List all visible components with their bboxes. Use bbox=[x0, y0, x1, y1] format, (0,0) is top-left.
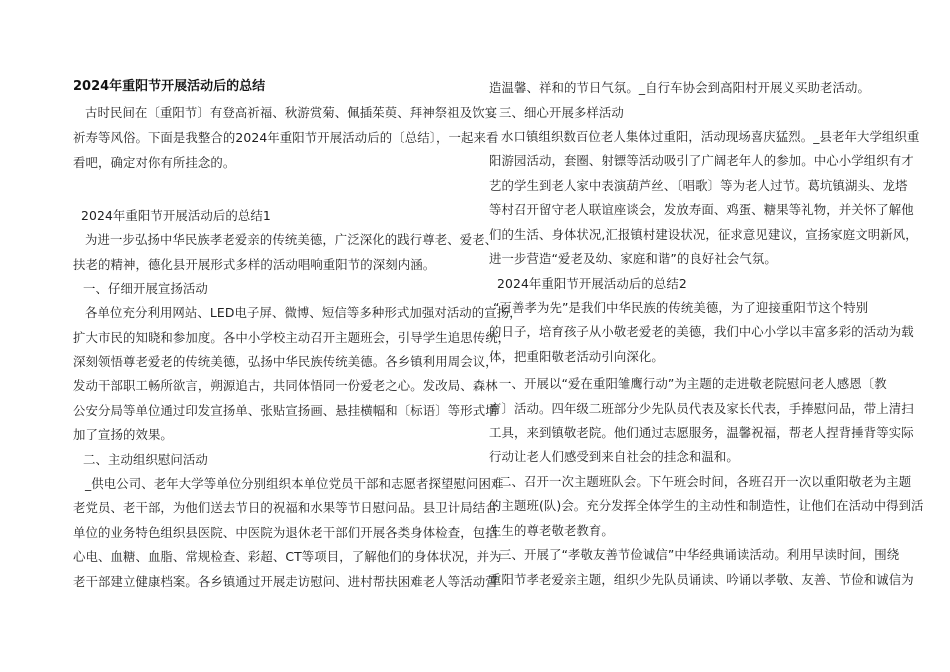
paragraph-line: 扩大市民的知晓和参加度。各中小学校主动召开主题班会，引导学生追思传统， bbox=[73, 330, 511, 345]
paragraph-line: 造温馨、祥和的节日气氛。_自行车协会到高阳村开展义买助老活动。 bbox=[489, 80, 871, 95]
paragraph-line: 阳游园活动，套圈、射镖等活动吸引了广阔老年人的参加。中心小学组织有才 bbox=[489, 153, 914, 168]
paragraph-line: 公安分局等单位通过印发宣扬单、张贴宣扬画、悬挂横幅和〔标语〕等形式增 bbox=[73, 403, 498, 418]
paragraph-line: 为进一步弘扬中华民族孝老爱亲的传统美德，广泛深化的践行尊老、爱老、 bbox=[85, 232, 498, 247]
paragraph-line: 体，把重阳敬老活动引向深化。 bbox=[489, 349, 664, 364]
paragraph-line: 老干部建立健康档案。各乡镇通过开展走访慰问、进村帮扶困难老人等活动营 bbox=[73, 574, 498, 589]
paragraph-line: 的日子，培育孩子从小敬老爱老的美德，我们中心小学以丰富多彩的活动为载 bbox=[489, 324, 914, 339]
paragraph-line: 古时民间在〔重阳节〕有登高祈福、秋游赏菊、佩插茱萸、拜神祭祖及饮宴 bbox=[85, 105, 498, 120]
paragraph-line: 生生的尊老敬老教育。 bbox=[489, 523, 614, 538]
paragraph-line: 艺的学生到老人家中表演葫芦丝、〔唱歌〕等为老人过节。葛坑镇湖头、龙塔 bbox=[489, 178, 908, 193]
paragraph-line: 深刻领悟尊老爱老的传统美德，弘扬中华民族传统美德。各乡镇利用周会议， bbox=[73, 354, 498, 369]
subsection-heading: 一、开展以“爱在重阳雏鹰行动”为主题的走进敬老院慰问老人感恩〔教 bbox=[499, 376, 887, 391]
paragraph-line: “百善孝为先”是我们中华民族的传统美德，为了迎接重阳节这个特别 bbox=[493, 300, 869, 315]
paragraph-line: 进一步营造“爱老及幼、家庭和谐”的良好社会气氛。 bbox=[489, 251, 777, 266]
paragraph-line: 发动干部职工畅所欲言，朔源追古，共同体悟同一份爱老之心。发改局、森林 bbox=[73, 378, 498, 393]
subsection-heading: 二、主动组织慰问活动 bbox=[83, 452, 208, 467]
paragraph-line: 各单位充分利用网站、LED电子屏、微博、短信等多种形式加强对活动的宣扬， bbox=[85, 305, 522, 320]
subsection-heading: 三、细心开展多样活动 bbox=[499, 105, 624, 120]
document-title: 2024年重阳节开展活动后的总结 bbox=[73, 79, 266, 94]
paragraph-line: 们的生活、身体状况,汇报镇村建设状况，征求意见建议，宣扬家庭文明新风， bbox=[489, 227, 918, 242]
paragraph-line: 等村召开留守老人联谊座谈会，发放寿面、鸡蛋、糖果等礼物，并关怀了解他 bbox=[489, 202, 914, 217]
section-heading: 2024年重阳节开展活动后的总结2 bbox=[497, 276, 687, 291]
paragraph-line: 扶老的精神，德化县开展形式多样的活动唱响重阳节的深刻内涵。 bbox=[73, 257, 436, 272]
subsection-heading: 三、开展了“孝敬友善节俭诚信”中华经典诵读活动。利用早读时间，围绕 bbox=[499, 547, 900, 562]
paragraph-line: 行动让老人们感受到来自社会的挂念和温和。 bbox=[489, 449, 739, 464]
paragraph-line: 加了宣扬的效果。 bbox=[73, 427, 173, 442]
subsection-heading: 二、召开一次主题班队会。下午班会时间，各班召开一次以重阳敬老为主题 bbox=[499, 474, 912, 489]
paragraph-line: 水口镇组织数百位老人集体过重阳，活动现场喜庆猛烈。_县老年大学组织重 bbox=[501, 129, 920, 144]
paragraph-line: 的主题班(队)会。充分发挥全体学生的主动性和制造性，让他们在活动中得到活 bbox=[489, 498, 924, 513]
section-heading: 2024年重阳节开展活动后的总结1 bbox=[81, 208, 271, 223]
paragraph-line: 祈寿等风俗。下面是我整合的2024年重阳节开展活动后的〔总结〕，一起来看 bbox=[73, 130, 499, 145]
paragraph-line: 看吧，确定对你有所挂念的。 bbox=[73, 155, 236, 170]
paragraph-line: 育〕活动。四年级二班部分少先队员代表及家长代表，手捧慰问品，带上清扫 bbox=[489, 401, 914, 416]
paragraph-line: 单位的业务特色组织县医院、中医院为退休老干部们开展各类身体检查，包括 bbox=[73, 525, 498, 540]
paragraph-line: _供电公司、老年大学等单位分别组织本单位党员干部和志愿者探望慰问困难 bbox=[85, 476, 504, 491]
paragraph-line: 工具，来到镇敬老院。他们通过志愿服务，温馨祝福，帮老人捏背捶背等实际 bbox=[489, 425, 914, 440]
paragraph-line: 心电、血糖、血脂、常规检查、彩超、CT等项目，了解他们的身体状况，并为 bbox=[73, 549, 502, 564]
paragraph-line: 老党员、老干部，为他们送去节日的祝福和水果等节日慰问品。县卫计局结合 bbox=[73, 500, 498, 515]
paragraph-line: 重阳节孝老爱亲主题，组织少先队员诵读、吟诵以孝敬、友善、节俭和诚信为 bbox=[489, 572, 914, 587]
subsection-heading: 一、仔细开展宣扬活动 bbox=[83, 281, 208, 296]
